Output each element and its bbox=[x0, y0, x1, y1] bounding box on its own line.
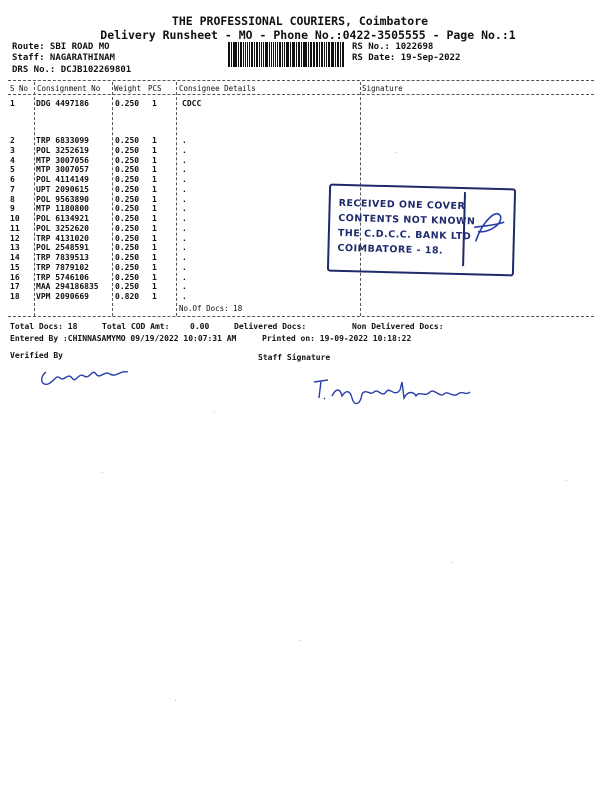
barcode-bar bbox=[254, 42, 255, 67]
barcode-bar bbox=[326, 42, 327, 67]
row-weight: 0.250 bbox=[115, 272, 140, 282]
row-cn: POL 4114149 bbox=[36, 175, 89, 184]
barcode-bar bbox=[328, 42, 330, 67]
barcode-bar bbox=[240, 42, 242, 67]
barcode-bar bbox=[304, 42, 307, 67]
rs-number: RS No.: 1022698 bbox=[352, 42, 434, 52]
scan-speck bbox=[395, 152, 396, 153]
row-details: . bbox=[182, 223, 187, 233]
barcode-bar bbox=[284, 42, 285, 67]
barcode-bar bbox=[228, 42, 230, 67]
column-header-sno: S No bbox=[10, 84, 29, 93]
row-details: . bbox=[182, 136, 187, 145]
column-divider bbox=[112, 82, 113, 316]
barcode-bar bbox=[316, 42, 318, 67]
column-header-consignee: Consignee Details bbox=[179, 84, 256, 93]
total-cod-amount: 0.00 bbox=[190, 322, 210, 331]
row-sno: 5 bbox=[10, 165, 15, 175]
row-details: . bbox=[182, 262, 187, 272]
barcode-bar bbox=[310, 42, 312, 67]
row-pcs: 1 bbox=[152, 292, 157, 301]
row-weight: 0.250 bbox=[115, 214, 140, 223]
row-cn: MAA 294186835 bbox=[36, 282, 99, 292]
barcode-bar bbox=[277, 42, 278, 67]
row-details: . bbox=[182, 175, 187, 184]
row-pcs: 1 bbox=[152, 184, 157, 194]
table-header-rule bbox=[8, 94, 594, 95]
row-weight: 0.250 bbox=[115, 145, 140, 155]
row-weight: 0.250 bbox=[115, 99, 140, 108]
row-weight: 0.250 bbox=[115, 155, 140, 165]
row-pcs: 1 bbox=[152, 253, 157, 262]
verified-by-label: Verified By bbox=[10, 351, 63, 360]
barcode-bar bbox=[324, 42, 325, 67]
barcode-bar bbox=[282, 42, 284, 67]
row-pcs: 1 bbox=[152, 262, 157, 272]
barcode-bar bbox=[269, 42, 270, 67]
total-docs: Total Docs: 18 bbox=[10, 322, 78, 331]
row-pcs: 1 bbox=[152, 165, 157, 175]
row-cn: MTP 3007057 bbox=[36, 165, 89, 175]
column-header-weight: Weight bbox=[114, 84, 142, 93]
column-header-consignment: Consignment No bbox=[37, 84, 101, 93]
barcode-bar bbox=[333, 42, 334, 67]
barcode-bar bbox=[308, 42, 309, 67]
verifier-signature bbox=[38, 362, 134, 392]
barcode-bar bbox=[286, 42, 289, 67]
row-details: . bbox=[182, 155, 187, 165]
row-cn: POL 9563890 bbox=[36, 194, 89, 204]
barcode-bar bbox=[331, 42, 333, 67]
drs-number: DRS No.: DCJB102269801 bbox=[12, 65, 132, 75]
barcode-bar bbox=[342, 42, 345, 67]
row-details: . bbox=[182, 243, 187, 253]
column-divider bbox=[176, 82, 177, 316]
stamp-line: COIMBATORE - 18. bbox=[337, 242, 444, 257]
row-cn: TRP 5746106 bbox=[36, 272, 89, 282]
scan-speck bbox=[102, 472, 103, 473]
barcode-bar bbox=[243, 42, 245, 67]
column-header-pcs: PCS bbox=[148, 84, 162, 93]
barcode-bar bbox=[256, 42, 258, 67]
row-weight: 0.250 bbox=[115, 233, 140, 243]
row-weight: 0.250 bbox=[115, 282, 140, 292]
received-stamp bbox=[327, 184, 516, 277]
barcode-bar bbox=[265, 42, 268, 67]
row-details: . bbox=[182, 233, 187, 243]
row-cn: TRP 6833099 bbox=[36, 136, 89, 145]
table-bottom-rule bbox=[8, 316, 594, 317]
row-sno: 4 bbox=[10, 155, 15, 165]
row-weight: 0.250 bbox=[115, 204, 140, 214]
row-details: . bbox=[182, 204, 187, 214]
row-sno: 7 bbox=[10, 184, 15, 194]
row-cn: POL 6134921 bbox=[36, 214, 89, 223]
row-sno: 11 bbox=[10, 223, 20, 233]
row-weight: 0.250 bbox=[115, 165, 140, 175]
row-cn: MTP 1180800 bbox=[36, 204, 89, 214]
row-weight: 0.250 bbox=[115, 184, 140, 194]
row-sno: 16 bbox=[10, 272, 20, 282]
row-pcs: 1 bbox=[152, 214, 157, 223]
row-pcs: 1 bbox=[152, 204, 157, 214]
row-sno: 14 bbox=[10, 253, 20, 262]
row-sno: 2 bbox=[10, 136, 15, 145]
barcode-bar bbox=[233, 42, 234, 67]
row-details: . bbox=[182, 282, 187, 292]
barcode-bar bbox=[261, 42, 262, 67]
delivered-docs: Delivered Docs: bbox=[234, 322, 307, 331]
barcode-bar bbox=[335, 42, 336, 67]
row-weight: 0.250 bbox=[115, 223, 140, 233]
barcode-bar bbox=[314, 42, 315, 67]
row-details: . bbox=[182, 214, 187, 223]
row-cn: UPT 2090615 bbox=[36, 184, 89, 194]
row-details: . bbox=[182, 292, 187, 301]
barcode-bar bbox=[290, 42, 291, 67]
barcode-bar bbox=[292, 42, 293, 67]
row-sno: 3 bbox=[10, 145, 15, 155]
row-cn: POL 3252620 bbox=[36, 223, 89, 233]
barcode-bar bbox=[298, 42, 300, 67]
row-cn: POL 2548591 bbox=[36, 243, 89, 253]
barcode-bar bbox=[337, 42, 339, 67]
non-delivered-docs: Non Delivered Docs: bbox=[352, 322, 444, 331]
document-subtitle: Delivery Runsheet - MO - Phone No.:0422-3505555 - Page No.:1 bbox=[100, 28, 516, 42]
row-cn: VPM 2090669 bbox=[36, 292, 89, 301]
barcode-bar bbox=[273, 42, 275, 67]
column-divider bbox=[34, 82, 35, 316]
row-sno: 18 bbox=[10, 292, 20, 301]
row-cn: TRP 7839513 bbox=[36, 253, 89, 262]
row-weight: 0.250 bbox=[115, 175, 140, 184]
stamp-line: CONTENTS NOT KNOWN bbox=[338, 212, 476, 228]
barcode-bar bbox=[319, 42, 320, 67]
row-weight: 0.820 bbox=[115, 292, 140, 301]
barcode bbox=[228, 42, 346, 67]
row-pcs: 1 bbox=[152, 223, 157, 233]
row-weight: 0.250 bbox=[115, 262, 140, 272]
staff-signature-label: Staff Signature bbox=[258, 353, 331, 362]
row-sno: 9 bbox=[10, 204, 15, 214]
row-pcs: 1 bbox=[152, 243, 157, 253]
scan-speck bbox=[175, 700, 176, 701]
scan-speck bbox=[214, 412, 215, 413]
row-sno: 15 bbox=[10, 262, 20, 272]
stamp-initials-signature bbox=[469, 201, 506, 252]
row-details: . bbox=[182, 184, 187, 194]
barcode-bar bbox=[321, 42, 324, 67]
document-title: THE PROFESSIONAL COURIERS, Coimbatore bbox=[171, 14, 429, 28]
barcode-bar bbox=[259, 42, 260, 67]
barcode-bar bbox=[247, 42, 248, 67]
barcode-bar bbox=[293, 42, 295, 67]
row-details: . bbox=[182, 253, 187, 262]
row-cn: DDG 4497186 bbox=[36, 99, 89, 108]
barcode-bar bbox=[301, 42, 302, 67]
row-pcs: 1 bbox=[152, 99, 157, 108]
row-weight: 0.250 bbox=[115, 136, 140, 145]
route-label: Route: SBI ROAD MO bbox=[12, 42, 110, 52]
row-weight: 0.250 bbox=[115, 243, 140, 253]
entered-by: Entered By :CHINNASAMYMO 09/19/2022 10:07:31 AM bbox=[10, 334, 237, 343]
staff-handwritten-signature bbox=[310, 376, 474, 410]
barcode-bar bbox=[275, 42, 276, 67]
row-sno: 17 bbox=[10, 282, 20, 292]
row-sno: 13 bbox=[10, 243, 20, 253]
barcode-bar bbox=[271, 42, 272, 67]
row-pcs: 1 bbox=[152, 194, 157, 204]
stamp-line: RECEIVED ONE COVER bbox=[338, 197, 466, 213]
barcode-bar bbox=[313, 42, 314, 67]
barcode-bar bbox=[249, 42, 250, 67]
row-pcs: 1 bbox=[152, 233, 157, 243]
no-of-docs: No.Of Docs: 18 bbox=[179, 304, 243, 313]
barcode-bar bbox=[263, 42, 265, 67]
printed-on: Printed on: 19-09-2022 10:18:22 bbox=[262, 334, 412, 343]
row-sno: 12 bbox=[10, 233, 20, 243]
row-cn: POL 3252619 bbox=[36, 145, 89, 155]
row-sno: 6 bbox=[10, 175, 15, 184]
row-pcs: 1 bbox=[152, 272, 157, 282]
row-cn: TRP 7879102 bbox=[36, 262, 89, 272]
barcode-bar bbox=[303, 42, 304, 67]
row-pcs: 1 bbox=[152, 282, 157, 292]
row-details: . bbox=[182, 145, 187, 155]
row-details: . bbox=[182, 194, 187, 204]
row-details: CDCC bbox=[182, 99, 202, 108]
barcode-bar bbox=[251, 42, 254, 67]
scan-speck bbox=[452, 562, 453, 563]
column-header-signature: Signature bbox=[362, 84, 403, 93]
row-pcs: 1 bbox=[152, 136, 157, 145]
row-sno: 10 bbox=[10, 214, 20, 223]
row-cn: MTP 3007056 bbox=[36, 155, 89, 165]
barcode-bar bbox=[296, 42, 297, 67]
row-details: . bbox=[182, 272, 187, 282]
barcode-bar bbox=[279, 42, 281, 67]
row-pcs: 1 bbox=[152, 145, 157, 155]
row-details: . bbox=[182, 165, 187, 175]
rs-date: RS Date: 19-Sep-2022 bbox=[352, 53, 461, 63]
row-weight: 0.250 bbox=[115, 194, 140, 204]
staff-label: Staff: NAGARATHINAM bbox=[12, 53, 115, 63]
row-sno: 1 bbox=[10, 99, 15, 108]
row-sno: 8 bbox=[10, 194, 15, 204]
scan-speck bbox=[566, 480, 567, 481]
row-cn: TRP 4131020 bbox=[36, 233, 89, 243]
total-cod-label: Total COD Amt: bbox=[102, 322, 170, 331]
barcode-bar bbox=[238, 42, 239, 67]
row-pcs: 1 bbox=[152, 155, 157, 165]
barcode-bar bbox=[340, 42, 341, 67]
barcode-bar bbox=[234, 42, 237, 67]
barcode-bar bbox=[231, 42, 232, 67]
table-top-rule bbox=[8, 80, 594, 81]
row-weight: 0.250 bbox=[115, 253, 140, 262]
row-pcs: 1 bbox=[152, 175, 157, 184]
barcode-bar bbox=[245, 42, 246, 67]
scan-speck bbox=[300, 640, 301, 641]
stamp-line: THE C.D.C.C. BANK LTD bbox=[337, 227, 472, 243]
